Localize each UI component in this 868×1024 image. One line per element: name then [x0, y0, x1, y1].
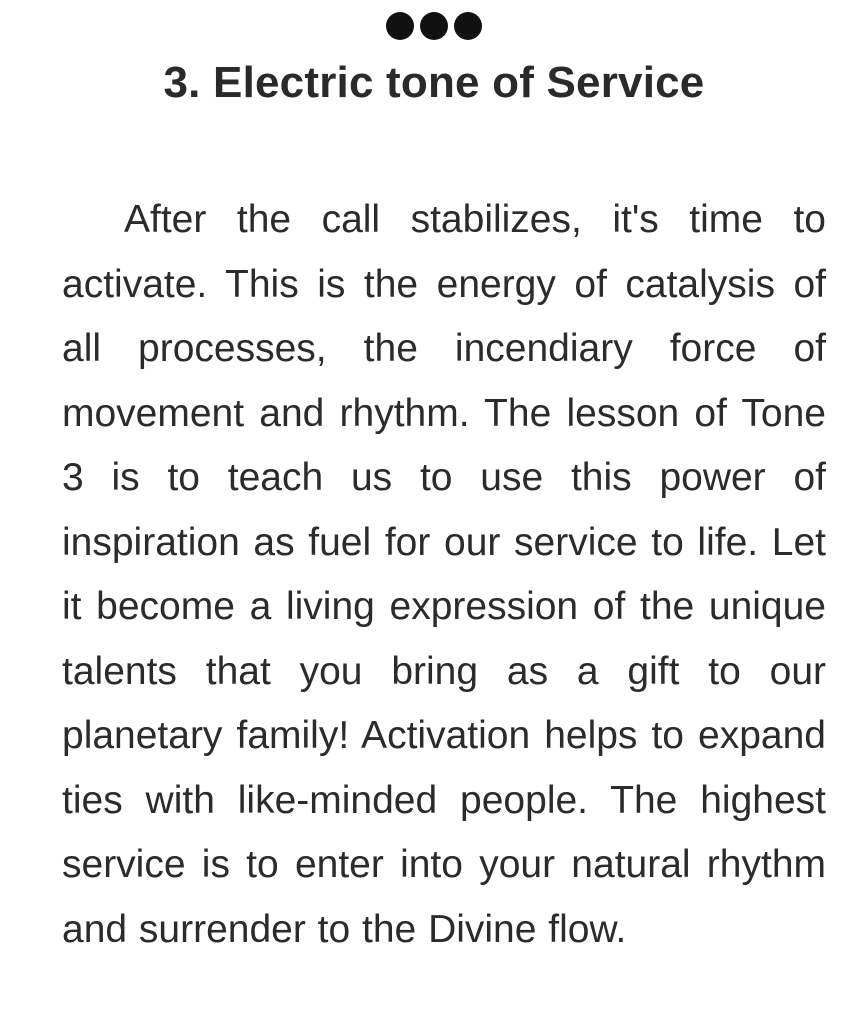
dot-icon [386, 12, 414, 40]
dot-icon [420, 12, 448, 40]
article-title: 3. Electric tone of Service [163, 58, 705, 107]
dot-icon [454, 12, 482, 40]
article-body: After the call stabilizes, it's time to activate. This is the energy of catalysis of all processes, the incendiary force of movement and rhythm. The lesson of Tone 3 is to teach us to use this power of inspiration as fuel for our service to life. Let it become a living expression of the unique talents that you bring as a gift to our planetary family! Activation helps to expand ties with like-minded people. The highest service is to enter into your natural rhythm and surrender to the Divine flow. [62, 198, 826, 951]
three-dots-icon [0, 12, 868, 40]
